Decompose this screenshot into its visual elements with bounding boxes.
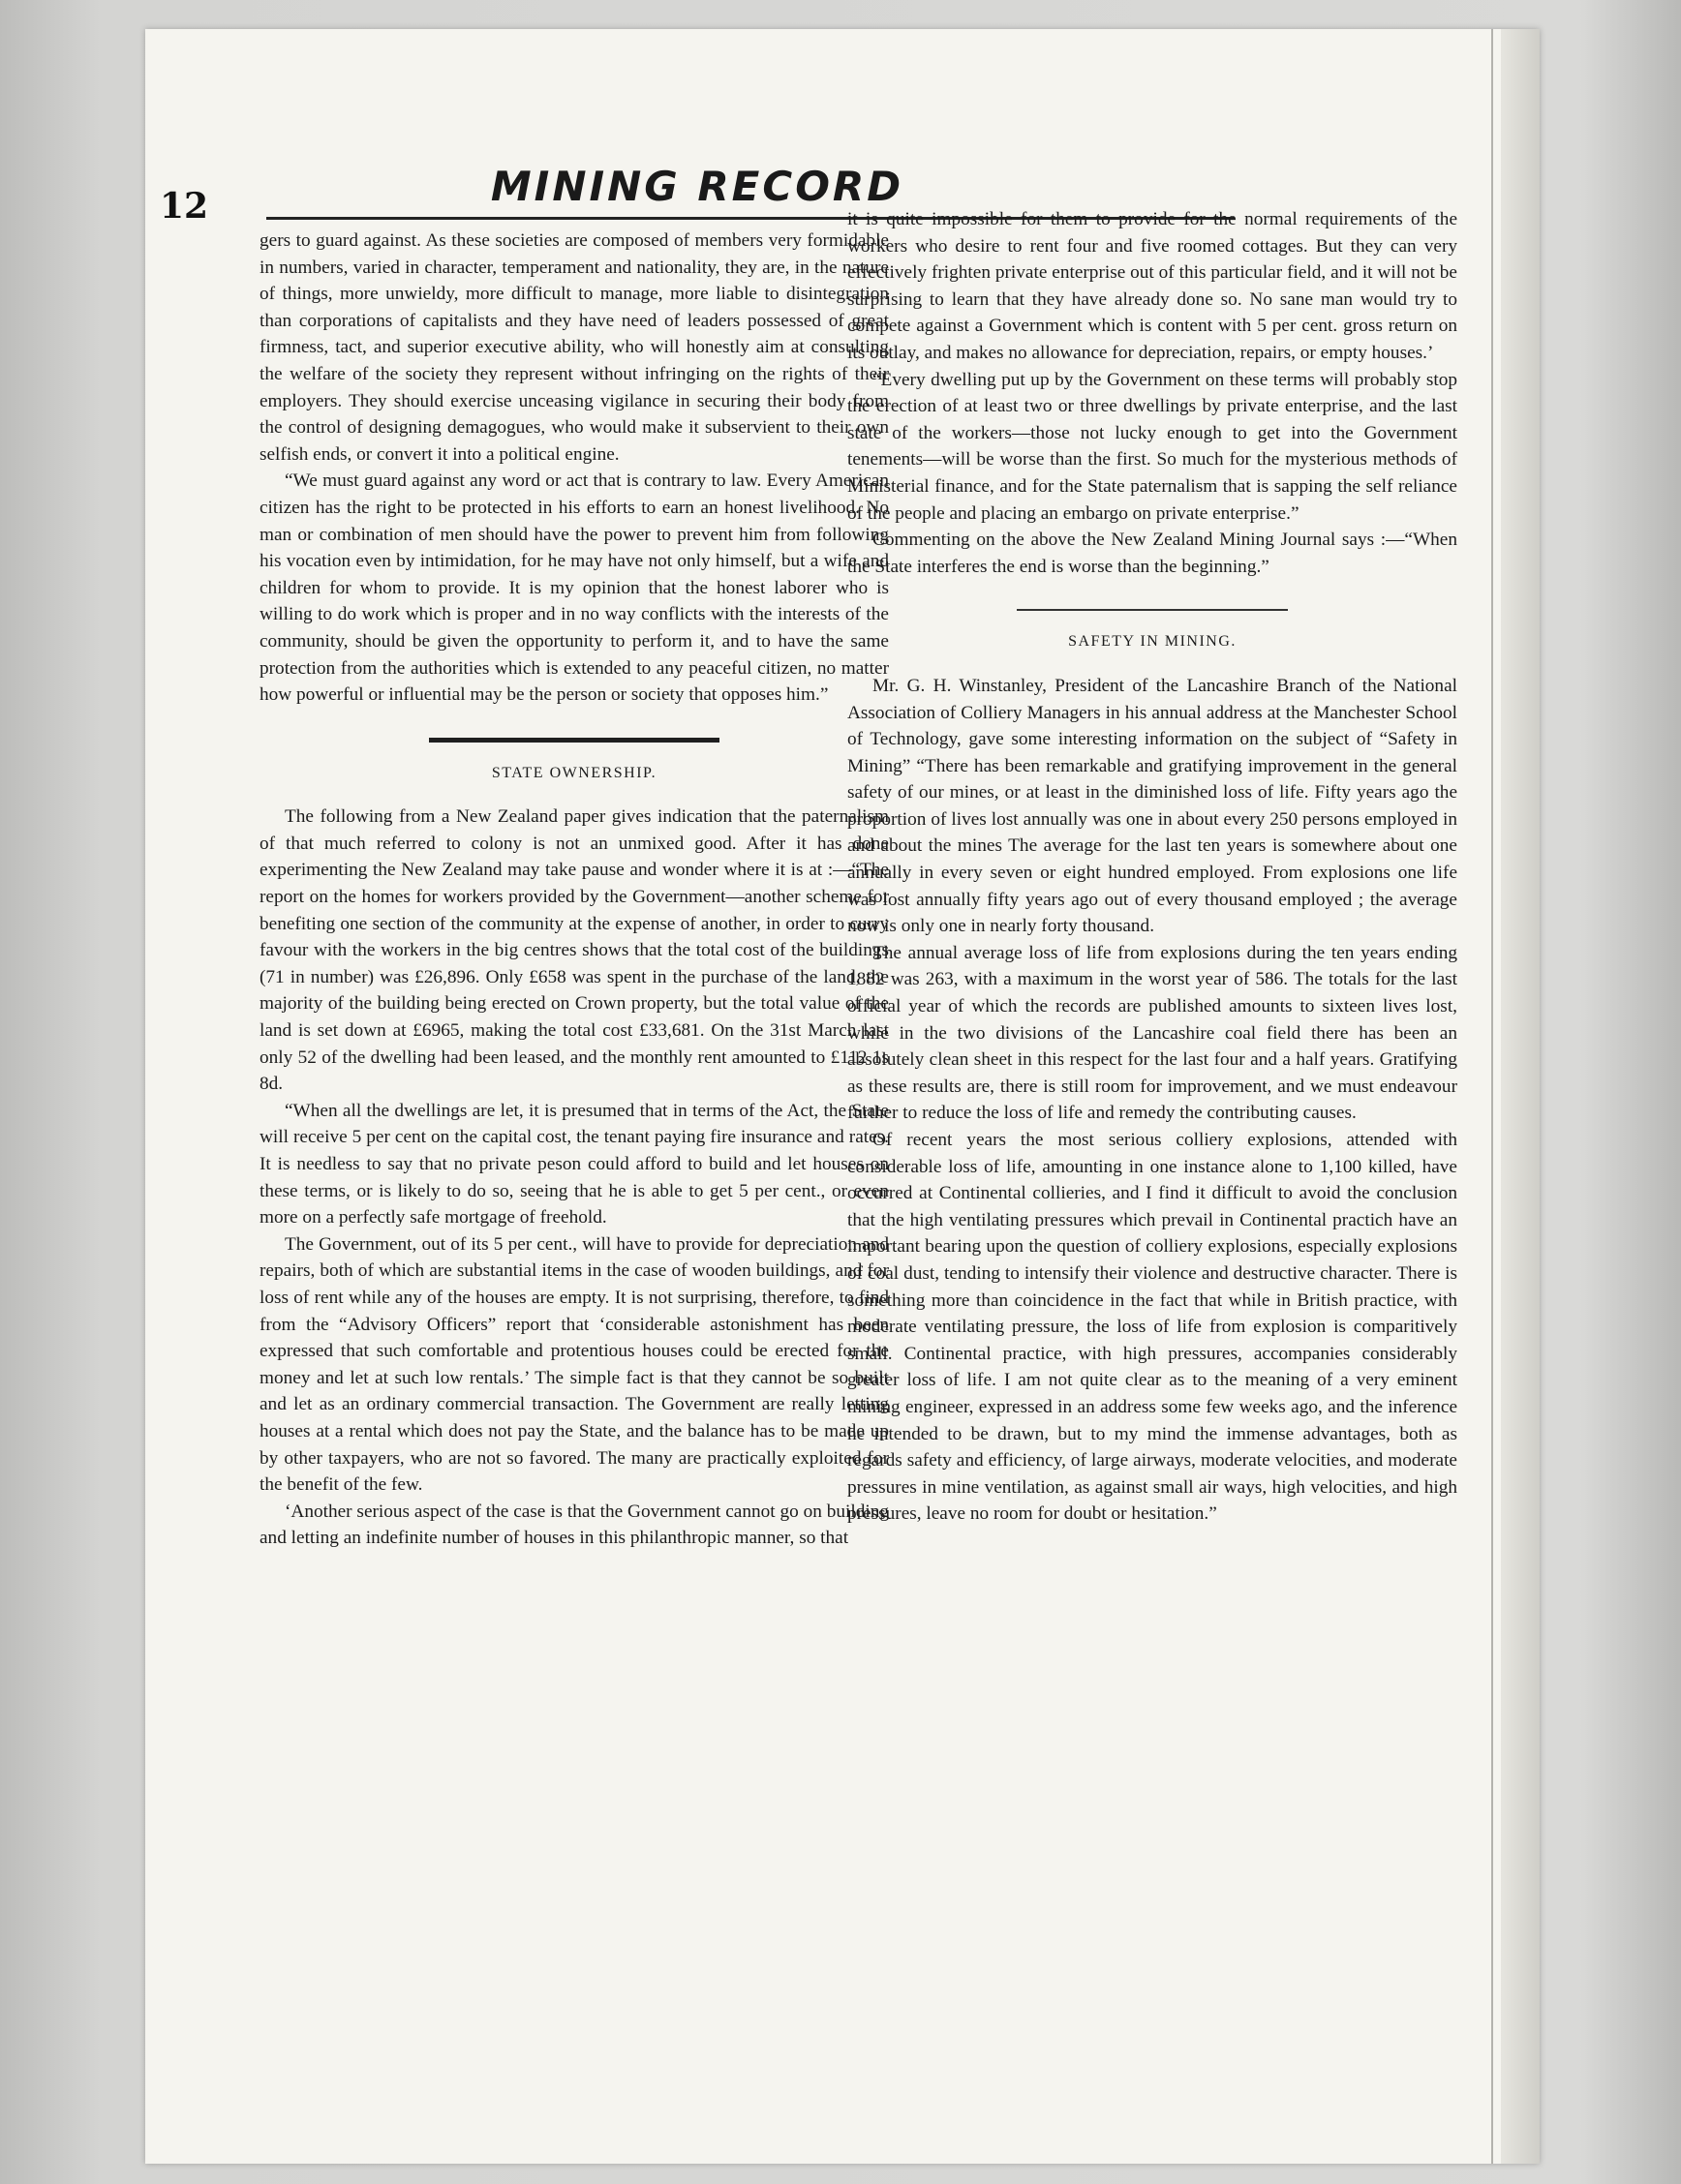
paragraph: it is quite impossible for them to provide for the normal requirements of the workers who desire to rent four and five roomed cottages. But they can very effectively frighten private enterprise out of this particular field, and it will not be surprising to learn that they have already done so. No sane man would try to compete against a Government which is content with 5 per cent. gross return on its outlay, and makes no allowance for depreciation, repairs, or empty houses.’ — [847, 209, 1457, 363]
paragraph: Mr. G. H. Winstanley, President of the Lancashire Branch of the National Association of Colliery Managers in his annual address at the Manchester School of Technology, gave some interesting information on the subject of “Safety in Mining” “There has been remarkable and gratifying improvement in the general safety of our mines, or at least in the diminished loss of life. Fifty years ago the proportion of lives lost annually was one in about every 250 persons employed in and about the mines The average for the last ten years is somewhere about one annually in every seven or eight hundred employed. From explosions one life was lost annually fifty years ago out of every thousand employed ; the average now is only one in nearly forty thousand. — [847, 675, 1457, 937]
journal-title: MINING RECORD — [490, 163, 904, 210]
paragraph: The Government, out of its 5 per cent., will have to provide for depreciation and repairs, both of which are substantial items in the case of wooden buildings, and for loss of rent while any of the houses are empty. It is not surprising, therefore, to find from the “Advisory Officers” report that ‘considerable astonishment has been expressed that such comfortable and protentious houses could be erected for the money and let at such low rentals.’ The simple fact is that they cannot be so built and let as an ordinary commercial transaction. The Government are really letting houses at a rental which does not pay the State, and the balance has to be made up by other taxpayers, who are not so favored. The many are practically exploited for the benefit of the few. — [260, 1233, 889, 1496]
left-column — [260, 228, 889, 1552]
section-heading-state-ownership: STATE OWNERSHIP. — [491, 764, 657, 781]
page-edge — [1501, 29, 1540, 2164]
paragraph: “We must guard against any word or act that is contrary to law. Every American citizen has the right to be protected in his efforts to earn an honest livelihood. No man or combination of men should have the power to prevent him from following his vocation even by intimidation, for he may have not only himself, but a wife and children for whom to provide. It is my opinion that the honest laborer who is willing to do work which is proper and in no way conflicts with the interests of the community, should be given the opportunity to perform it, and to have the same protection from the authorities which is extended to any peaceful citizen, no matter how powerful or influential may be the person or society that opposes him.” — [260, 470, 889, 706]
paragraph: “When all the dwellings are let, it is presumed that in terms of the Act, the State will receive 5 per cent on the capital cost, the tenant paying fire insurance and rates. It is needless to say that no private peson could afford to build and let houses on these terms, or is likely to do so, seeing that he is able to get 5 per cent., or even more on a perfectly safe mortgage of freehold. — [260, 1100, 889, 1228]
section-divider — [1017, 609, 1288, 611]
paragraph: The annual average loss of life from explosions during the ten years ending 1882 was 263, with a maximum in the worst year of 586. The totals for the last official year of which the records are published amounts to sixteen lives lost, while in the two divisions of the Lancashire coal field there has been an absolutely clean sheet in this respect for the last four and a half years. Gratifying as these results are, there is still room for improvement, and we must endeavour further to reduce the loss of life and remedy the contributing causes. — [847, 942, 1457, 1124]
paragraph: Commenting on the above the New Zealand Mining Journal says :—“When the State interferes the end is worse than the beginning.” — [847, 530, 1457, 577]
paragraph: gers to guard against. As these societies are composed of members very formidable in numbers, varied in character, temperament and nationality, they are, in the nature of things, more unwieldy, more difficult to manage, more liable to disintegration than corporations of capitalists and they have need of leaders possessed of great firmness, tact, and superior executive ability, who will honestly aim at consulting the welfare of the society they represent without infringing on the rights of their employers. They should exercise unceasing vigilance in securing their body from the control of designing demagogues, who would make it subservient to their own selfish ends, or convert it into a political engine. — [260, 230, 889, 465]
page-number: 12 — [160, 186, 209, 227]
paragraph: ‘Another serious aspect of the case is that the Government cannot go on building and letting an indefinite number of houses in this philanthropic manner, so that — [260, 1501, 889, 1549]
page-fold-line — [1491, 29, 1493, 2164]
paragraph: Of recent years the most serious colliery explosions, attended with considerable loss of life, amounting in one instance alone to 1,100 killed, have occurred at Continental collieries, and I find it difficult to avoid the conclusion that the high ventilating pressures which prevail in Continental practich have an important bearing upon the question of colliery explosions, especially explosions of coal dust, tending to intensify their violence and destructive character. There is something more than coincidence in the fact that while in British practice, with moderate ventilating pressure, the loss of life from explosion is comparitively small. Continental practice, with high pressures, accompanies considerably greater loss of life. I am not quite clear as to the meaning of a very eminent mining engineer, expressed in an address some few weeks ago, and the inference he intended to be drawn, but to my mind the immense advantages, both as regards safety and efficiency, of large airways, moderate velocities, and moderate pressures in mine ventilation, as against small air ways, high velocities, and high pressures, leave no room for doubt or hesitation.” — [847, 1130, 1457, 1525]
paragraph: The following from a New Zealand paper gives indication that the paternalism of that much referred to colony is not an unmixed good. After it has done experimenting the New Zealand may take pause and wonder where it is at :—“The report on the homes for workers provided by the Government—another scheme for benefiting one section of the community at the expense of another, in order to curry favour with the workers in the big centres shows that the total cost of the buildings (71 in number) was £26,896. Only £658 was spent in the purchase of the land, the majority of the building being erected on Crown property, but the total value of the land is set down at £6965, making the total cost £33,681. On the 31st March last only 52 of the dwelling had been leased, and the monthly rent amounted to £112 1s 8d. — [260, 806, 889, 1095]
section-divider — [429, 738, 719, 743]
section-heading-safety-in-mining: SAFETY IN MINING. — [1068, 633, 1237, 651]
right-column — [847, 206, 1457, 1528]
paragraph: “Every dwelling put up by the Government on these terms will probably stop the erection of at least two or three dwellings by private enterprise, and the last state of the workers—those not lucky enough to get into the Government tenements—will be worse than the first. So much for the mysterious methods of Ministerial finance, and for the State paternalism that is sapping the self reliance of the people and placing an embargo on private enterprise.” — [847, 369, 1457, 524]
